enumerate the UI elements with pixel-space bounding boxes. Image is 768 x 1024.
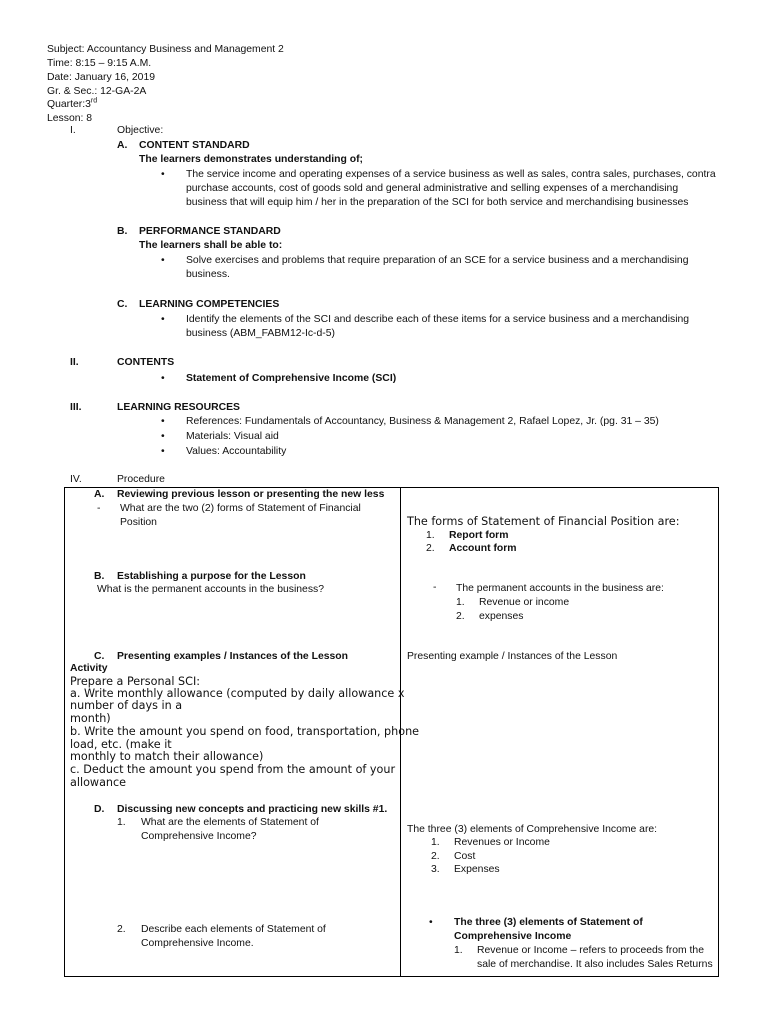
learning-competencies-text-line: business (ABM_FABM12-Ic-d-5) (186, 328, 335, 339)
activity-line: a. Write monthly allowance (computed by daily allowance x (70, 687, 405, 700)
step-d1-number: 1. (117, 817, 126, 828)
step-d2-question-line: Describe each elements of Statement of (141, 924, 326, 935)
step-d-letter: D. (94, 804, 105, 815)
step-d1-question-line: What are the elements of Statement of (141, 817, 319, 828)
content-standard-intro: The learners demonstrates understanding of; (139, 154, 364, 165)
activity-line: load, etc. (make it (70, 738, 172, 751)
activity-line: month) (70, 712, 111, 725)
resource-item: Materials: Visual aid (186, 431, 279, 442)
form-name: Account form (449, 543, 517, 554)
element-number: 1. (431, 837, 440, 848)
element-name: Revenues or Income (454, 837, 550, 848)
elements-bullet-title-line: The three (3) elements of Statement of (454, 917, 643, 928)
bullet-icon: • (161, 314, 165, 325)
performance-standard-heading: PERFORMANCE STANDARD (139, 226, 281, 237)
resources-heading: LEARNING RESOURCES (117, 402, 240, 413)
contents-number: II. (70, 357, 79, 368)
resources-number: III. (70, 402, 82, 413)
bullet-icon: • (161, 416, 165, 427)
description-line: Revenue or Income – refers to proceeds from the (477, 945, 704, 956)
step-a-heading: Reviewing previous lesson or presenting the new less (117, 489, 385, 500)
step-d1-question-line: Comprehensive Income? (141, 831, 257, 842)
activity-line: b. Write the amount you spend on food, transportation, phone (70, 725, 420, 738)
procedure-heading: Procedure (117, 474, 165, 485)
procedure-number: IV. (70, 474, 82, 485)
step-b-letter: B. (94, 571, 105, 582)
step-c-letter: C. (94, 651, 105, 662)
step-d-heading: Discussing new concepts and practicing new skills #1. (117, 804, 388, 815)
permanent-account-name: Revenue or income (479, 597, 570, 608)
quarter-superscript: rd (90, 97, 98, 105)
contents-heading: CONTENTS (117, 357, 175, 368)
bullet-icon: • (161, 255, 165, 266)
time-line: Time: 8:15 – 9:15 A.M. (47, 58, 152, 69)
description-line: sale of merchandise. It also includes Sales Returns (477, 959, 713, 970)
element-name: Expenses (454, 864, 500, 875)
lesson-line: Lesson: 8 (47, 113, 93, 124)
objective-heading: Objective: (117, 125, 164, 136)
performance-standard-text-line: Solve exercises and problems that require preparation of an SCE for a service business and a merchandising (186, 255, 689, 266)
content-standard-text-line: purchase accounts, cost of goods sold and general administrative and selling expenses of a merchandising (186, 183, 679, 194)
activity-line: c. Deduct the amount you spend from the amount of your (70, 763, 396, 776)
activity-label: Activity (70, 663, 108, 674)
step-d2-question-line: Comprehensive Income. (141, 938, 254, 949)
presenting-example-heading: Presenting example / Instances of the Lesson (407, 651, 618, 662)
performance-standard-text-line: business. (186, 269, 230, 280)
bullet-icon: • (429, 917, 433, 928)
form-name: Report form (449, 530, 509, 541)
forms-intro: The forms of Statement of Financial Position are: (407, 515, 680, 528)
bullet-icon: • (161, 169, 165, 180)
step-a-question-line: Position (120, 517, 157, 528)
contents-item: Statement of Comprehensive Income (SCI) (186, 373, 397, 384)
element-number: 3. (431, 864, 440, 875)
learning-competencies-heading: LEARNING COMPETENCIES (139, 299, 280, 310)
learning-competencies-letter: C. (117, 299, 128, 310)
elements-bullet-title-line: Comprehensive Income (454, 931, 572, 942)
element-number: 2. (431, 851, 440, 862)
resource-item: References: Fundamentals of Accountancy, Business & Management 2, Rafael Lopez, Jr. (pg. 31 – 35) (186, 416, 659, 427)
quarter-text: Quarter:3 (47, 99, 91, 110)
objective-number: I. (70, 125, 76, 136)
elements-intro: The three (3) elements of Comprehensive Income are: (407, 824, 658, 835)
content-standard-text-line: business that will equip him / her in the preparation of the SCI for both service and merchandising businesses (186, 197, 689, 208)
activity-line: monthly to match their allowance) (70, 750, 264, 763)
step-b-question: What is the permanent accounts in the business? (97, 584, 324, 595)
element-name: Cost (454, 851, 476, 862)
description-number: 1. (454, 945, 463, 956)
performance-standard-letter: B. (117, 226, 128, 237)
step-c-heading: Presenting examples / Instances of the Lesson (117, 651, 348, 662)
step-b-heading: Establishing a purpose for the Lesson (117, 571, 306, 582)
step-d2-number: 2. (117, 924, 126, 935)
step-a-letter: A. (94, 489, 105, 500)
dash-marker: - (97, 503, 101, 514)
date-line: Date: January 16, 2019 (47, 72, 156, 83)
permanent-account-number: 2. (456, 611, 465, 622)
content-standard-heading: CONTENT STANDARD (139, 140, 250, 151)
learning-competencies-text-line: Identify the elements of the SCI and describe each of these items for a service business and a merchandising (186, 314, 690, 325)
bullet-icon: • (161, 431, 165, 442)
subject-line: Subject: Accountancy Business and Management 2 (47, 44, 284, 55)
activity-line: Prepare a Personal SCI: (70, 675, 201, 688)
content-standard-letter: A. (117, 140, 128, 151)
resource-item: Values: Accountability (186, 446, 287, 457)
dash-marker: - (433, 582, 437, 593)
permanent-account-number: 1. (456, 597, 465, 608)
performance-standard-intro: The learners shall be able to: (139, 240, 283, 251)
content-standard-text-line: The service income and operating expenses of a service business as well as sales, contra sales, purchases, contra (186, 169, 716, 180)
bullet-icon: • (161, 446, 165, 457)
step-a-question-line: What are the two (2) forms of Statement of Financial (120, 503, 361, 514)
permanent-account-name: expenses (479, 611, 524, 622)
form-number: 1. (426, 530, 435, 541)
activity-line: allowance (70, 776, 127, 789)
activity-line: number of days in a (70, 699, 183, 712)
form-number: 2. (426, 543, 435, 554)
permanent-accounts-intro: The permanent accounts in the business are: (456, 583, 664, 594)
bullet-icon: • (161, 373, 165, 384)
section-line: Gr. & Sec.: 12-GA-2A (47, 86, 147, 97)
quarter-line (47, 98, 97, 112)
